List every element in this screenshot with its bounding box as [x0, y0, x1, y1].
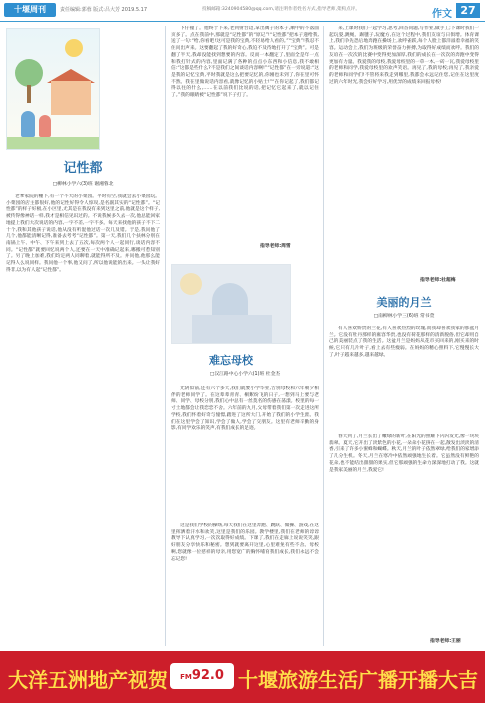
teacher-credit: 指导老师:周雪: [260, 244, 291, 249]
page-number: 27: [456, 3, 480, 18]
article-body: 春天到了,月兰长出了嫩绿的新叶,在阳光的照耀下闪闪发光,像一块块翡翠。夏天,它开出了淡紫色的小花,一朵朵小花挤在一起,散发出淡淡的清香,引来了许多小蜜蜂和蝴蝶。秋天,月兰的叶子依然翠绿,给我们的家增添了几分生机。冬天,月兰在寒冷中依然顽强地生长着。它虽然没有鲜艳的花朵,也不能结出甜甜的果实,但它那顽强的生命力深深地打动了我。这就是我家美丽的月兰,我爱它!: [329, 434, 479, 473]
editor-info: 责任编辑:郭蓉 版式:吕大芳 2019.5.17: [60, 7, 147, 13]
house-shape: [51, 81, 91, 115]
illustration-image: [6, 28, 100, 150]
article-body: 有人喜欢娇贵的兰花,有人喜欢热烈的玫瑰,而我却喜欢我家的那盆月兰。它没有牡丹那样的雍容华贵,也没有荷花那样的清新脱俗,但它却用自己的美丽装点了我的生活。这盆月兰是妈妈从花市买回来的,刚买来的时候,它只有几片叶子,看上去有些瘦弱。在妈妈的精心照料下,它慢慢长大了,叶子越来越多,越来越绿。: [329, 326, 479, 358]
ground-shape: [7, 137, 100, 150]
article-photo: [171, 264, 291, 344]
banner-left-text: 大洋五洲地产视贺: [8, 668, 168, 692]
article-body: 老爹家院的棚下,有一个不大的小菜园。平时有空,我就会去小菜园玩。小菜园的店主都很好,他的记性好得令人惊叹,是名副其实的“记性都”。“记性都”的样子好极,在小区里,尤其是在我没有来到这里之前,他就是这个样子,被传得像神话一样,我才是相信见识过的。不说我候多久去一次,他总能回家地提上我们大次说话的内容,一字不差,一字不多。每天来找他的孩子不下二十个,我和其他孩子说话,他从没有听混他过话一次几及错。于是,我问他了几个,他都能清晰记得,准备去考考“记性都”。第一天,我们几个扶林分别在南锅上午、中午、下午来到上去了五次,每次两个人一起同行,谈话内容不同。“记性都”就要回忆说两个人,还要在一天中准确记起来,哪搬可惹知别了。另了晚上加难,我们均定两人同聊着,就能得所不及。并问他,他那么能记得人么说同样。我问他一个事,他又问了,所以他说能的出来。一头让我好得非,以为有人起“记性都”。: [6, 194, 160, 273]
article-byline: □南柳林小学三(6)班 常书萱: [373, 314, 435, 319]
page-header: [0, 0, 485, 22]
fm-number: 92.0: [191, 668, 224, 683]
article-byline: □柳林小学六(3)班 谢湘蓉北: [52, 182, 114, 187]
contact-info: 投稿邮箱:3240904580@qq.com,请注明作者姓名方式,指导老师,架构点评。: [202, 7, 360, 12]
tree-trunk-shape: [27, 85, 31, 103]
fm-label: FM: [180, 673, 192, 681]
article-body: 来,上课时我们一起学习,思考,回答问题,写作业,做手工;下课时我们一起玩耍,跳绳、踢毽子,玩魔方,在这个过程中,我们友谊与日俱增。体育课上,我们争先恐后地奔跑在操场上,欢呼雀跃,每个人脸上都洋溢着幸福的笑容。运动会上,我们为班级的荣誉奋力拼搏,为取得好成绩而欢呼。我们的友谊在一次次的比赛中变得更加深厚,我们的成长在一次次的奔跑中变得更加有力量。我爱我的母校,我爱母校里的一草一木,一砖一瓦,我爱母校里的老师和同学,我爱母校里的欢声笑语。再见了,我的母校;再见了,我亲爱的老师和同学们!不管将来我走到哪里,我都会永远记住您,记住在这里度过的六年时光,我会好好学习,用优异的成绩来回报母校!: [329, 26, 479, 85]
section-name: 作文: [432, 9, 452, 20]
banner-right-text: 十堰旅游生活广播开播大吉: [238, 668, 478, 692]
photo-shape: [192, 315, 272, 344]
column-divider: [323, 26, 324, 646]
advertisement-banner: [0, 651, 485, 703]
fm-logo: [170, 663, 234, 689]
article-body: 下仔撞了。他终于下来,老到射台边,拿出阀子的本子,顺中的不落面页多了。点在我前中,那就是“记性都”的“原记”!“记性都”把本子递给我,送了一句:“给,你看吧!这可是我的宝典,不轻易给人看的。”“宝典”!我忍不住问出声来。这要翻起了我的好奇心,我迫不及待地打开了“宝典”。可是翻了半天,我却没能找到想要的内容。反而一本翻定了,里面全是年一点和我打针式的内容,里面记满了各种的点点小东西和小信息,我不敢相信:“这都是些什么?不是我们之间谈话内容啊!”“记性都”在一旁说道:“这是我的记忆宝典,平时我就是这么把要记忆的,你刚也未到了,你在里可怀不然。我在里做说话内容看,就像记忆的小贴士!”“在你记起了,我们都记得以往的什么,……在以前我们比说的话,把记忆它起来了,就以记住了。”我的眼睛被“记性都”说下子打了。: [171, 26, 319, 99]
article-title: 美丽的月兰: [376, 296, 432, 309]
article-body: 光阴似箭,还有六个多天,我们就要小学毕业,告别母校和六年朝夕相伴的老师同学了。在这辈辈青青、桐絮纷飞的日子,一想到马上要与老师、同学、母校分别,我们心中总有一丝莫名的伤感在荡漾。校里的每一寸土地都会让我恋恋不舍。六年前的九月,父母带着我们第一次走进这所学校,我们怀着好奇与憧憬,踏进了这所大门,开始了我们的小学生涯。我们在这里学会了知识,学会了做人,学会了交朋友。这里有老师辛勤的身影,有同学欢乐的笑声,有我们成长的足迹。: [171, 386, 319, 432]
figure-shape: [21, 111, 35, 137]
article-title: 难忘母校: [209, 354, 253, 367]
article-body: 这是我们学校的操场,每天我们在这里奔跑、跳跃、做操、游戏,在这里挥洒着汗水和欢笑,这里是我们的乐园。教学楼里,我们在老师的谆谆教导下认真学习,一次次取得好成绩。下课了,我们在走廊上说说笑笑,跟好朋友分享快乐和秘密。想到就要离开这里,心里难免有些不舍。母校啊,您就像一位慈祥的母亲,用您宽广的胸怀哺育我们成长,我们永远不会忘记您!: [171, 523, 319, 562]
teacher-credit: 指导老师:杜超梅: [420, 278, 456, 283]
photo-shape: [180, 273, 202, 295]
figure-shape: [39, 115, 51, 137]
article-title: 记性都: [63, 161, 103, 176]
teacher-credit: 指导老师:王丽: [430, 639, 461, 644]
article-byline: □汉江路中心小学六(1)班 杜金杰: [209, 372, 281, 377]
sun-shape: [65, 39, 83, 57]
column-divider: [165, 26, 166, 646]
newspaper-logo: 十堰周刊: [4, 3, 56, 17]
tree-shape: [15, 59, 43, 87]
